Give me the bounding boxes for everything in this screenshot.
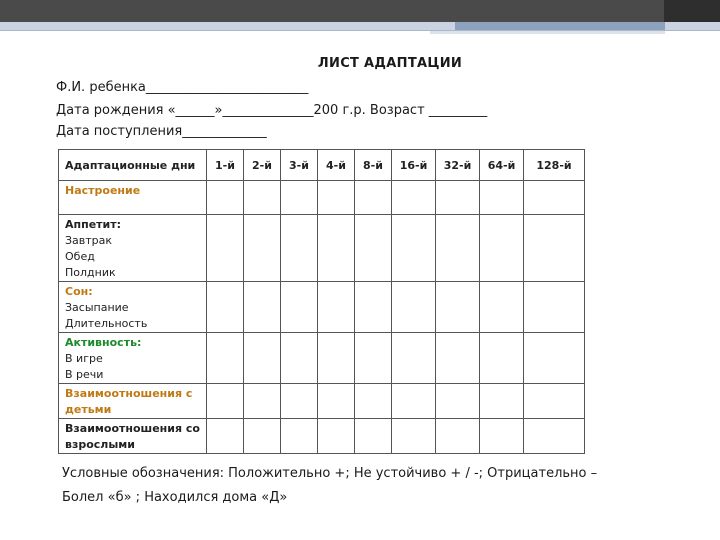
empty-day-cell[interactable] (480, 419, 524, 454)
row-subitem-label: Завтрак (65, 234, 113, 247)
row-category-label: Взаимоотношения с детьми (65, 387, 193, 416)
empty-day-cell[interactable] (207, 282, 244, 333)
header-adaptation-days: Адаптационные дни (59, 150, 207, 181)
empty-day-cell[interactable] (244, 419, 281, 454)
empty-day-cell[interactable] (318, 419, 355, 454)
row-header-cell (59, 333, 207, 384)
row-header-cell (59, 181, 207, 215)
empty-day-cell[interactable] (281, 215, 318, 282)
empty-day-cell[interactable] (392, 215, 436, 282)
row-subitem-label: В игре (65, 352, 103, 365)
empty-day-cell[interactable] (244, 384, 281, 419)
empty-day-cell[interactable] (392, 333, 436, 384)
row-header-cell (59, 215, 207, 282)
top-decorative-bar (0, 0, 720, 34)
empty-day-cell[interactable] (436, 333, 480, 384)
row-category-label: Настроение (65, 184, 141, 197)
empty-day-cell[interactable] (318, 282, 355, 333)
table-row (59, 282, 585, 333)
table-row (59, 215, 585, 282)
empty-day-cell[interactable] (281, 384, 318, 419)
empty-day-cell[interactable] (207, 419, 244, 454)
header-day: 4-й (318, 150, 355, 181)
empty-day-cell[interactable] (207, 384, 244, 419)
empty-day-cell[interactable] (480, 333, 524, 384)
legend-line-1: Условные обозначения: Положительно +; Не устойчиво + / -; Отрицательно – (62, 466, 598, 481)
adaptation-table (58, 149, 585, 454)
empty-day-cell[interactable] (244, 181, 281, 215)
table-header-row (59, 150, 585, 181)
header-day: 16-й (392, 150, 436, 181)
row-category-label: Взаимоотношения со взрослыми (65, 422, 200, 451)
legend (62, 462, 682, 510)
empty-day-cell[interactable] (281, 181, 318, 215)
table-row (59, 333, 585, 384)
row-header-cell (59, 384, 207, 419)
header-day: 2-й (244, 150, 281, 181)
empty-day-cell[interactable] (524, 215, 585, 282)
header-day: 1-й (207, 150, 244, 181)
row-subitem-label: Засыпание (65, 301, 129, 314)
row-subitem-label: Полдник (65, 266, 116, 279)
empty-day-cell[interactable] (480, 282, 524, 333)
empty-day-cell[interactable] (318, 333, 355, 384)
empty-day-cell[interactable] (207, 181, 244, 215)
empty-day-cell[interactable] (281, 282, 318, 333)
legend-line-2: Болел «б» ; Находился дома «Д» (62, 490, 288, 505)
empty-day-cell[interactable] (392, 181, 436, 215)
empty-day-cell[interactable] (524, 419, 585, 454)
empty-day-cell[interactable] (244, 333, 281, 384)
empty-day-cell[interactable] (480, 215, 524, 282)
row-subitem-label: Длительность (65, 317, 148, 330)
table-row (59, 181, 585, 215)
admission-date-field: Дата поступления_____________ (56, 124, 267, 139)
header-day: 64-й (480, 150, 524, 181)
empty-day-cell[interactable] (355, 419, 392, 454)
header-day: 3-й (281, 150, 318, 181)
top-blue-stripe (0, 22, 720, 30)
row-subitem-label: Обед (65, 250, 95, 263)
empty-day-cell[interactable] (392, 384, 436, 419)
empty-day-cell[interactable] (480, 384, 524, 419)
empty-day-cell[interactable] (436, 419, 480, 454)
row-category-label: Аппетит: (65, 218, 122, 231)
empty-day-cell[interactable] (524, 384, 585, 419)
empty-day-cell[interactable] (524, 282, 585, 333)
table-row (59, 419, 585, 454)
child-name-field: Ф.И. ребенка_________________________ (56, 80, 309, 95)
header-day: 8-й (355, 150, 392, 181)
empty-day-cell[interactable] (436, 215, 480, 282)
header-day: 128-й (524, 150, 585, 181)
empty-day-cell[interactable] (480, 181, 524, 215)
table-row (59, 384, 585, 419)
empty-day-cell[interactable] (392, 419, 436, 454)
empty-day-cell[interactable] (355, 282, 392, 333)
row-header-cell (59, 282, 207, 333)
empty-day-cell[interactable] (355, 384, 392, 419)
top-dark-stripe (0, 0, 720, 22)
document-title: ЛИСТ АДАПТАЦИИ (317, 56, 463, 71)
header-day: 32-й (436, 150, 480, 181)
empty-day-cell[interactable] (355, 215, 392, 282)
empty-day-cell[interactable] (524, 181, 585, 215)
empty-day-cell[interactable] (318, 215, 355, 282)
row-subitem-label: В речи (65, 368, 104, 381)
birth-date-field: Дата рождения «______»______________200 г.р. Возраст _________ (56, 103, 488, 118)
empty-day-cell[interactable] (244, 215, 281, 282)
empty-day-cell[interactable] (207, 215, 244, 282)
empty-day-cell[interactable] (524, 333, 585, 384)
empty-day-cell[interactable] (281, 333, 318, 384)
row-category-label: Активность: (65, 336, 142, 349)
empty-day-cell[interactable] (355, 181, 392, 215)
empty-day-cell[interactable] (281, 419, 318, 454)
empty-day-cell[interactable] (318, 181, 355, 215)
empty-day-cell[interactable] (355, 333, 392, 384)
empty-day-cell[interactable] (318, 384, 355, 419)
empty-day-cell[interactable] (244, 282, 281, 333)
top-accent-line (430, 31, 665, 34)
empty-day-cell[interactable] (436, 282, 480, 333)
empty-day-cell[interactable] (436, 181, 480, 215)
empty-day-cell[interactable] (207, 333, 244, 384)
empty-day-cell[interactable] (392, 282, 436, 333)
empty-day-cell[interactable] (436, 384, 480, 419)
row-category-label: Сон: (65, 285, 93, 298)
row-header-cell (59, 419, 207, 454)
